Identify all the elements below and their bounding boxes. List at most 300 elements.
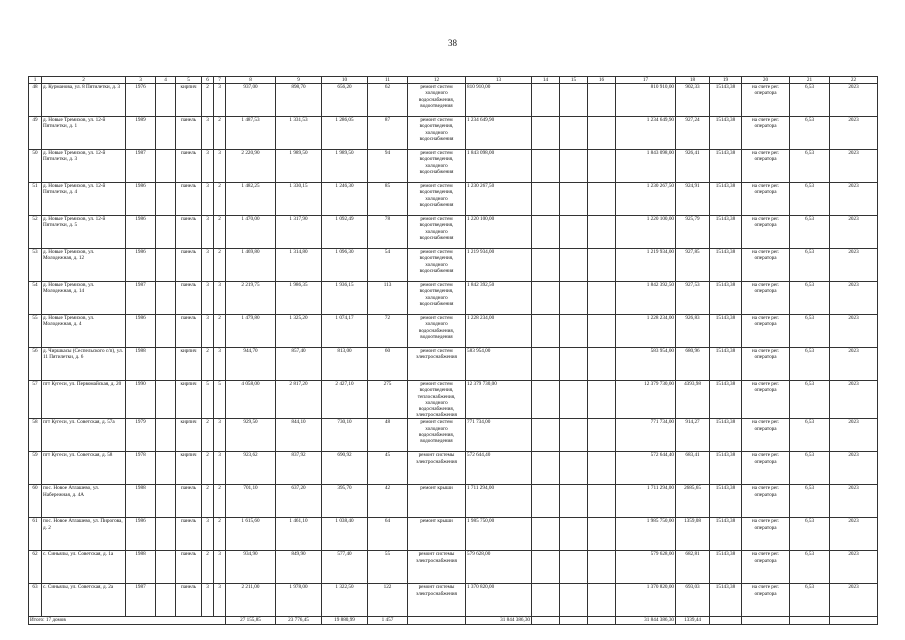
column-number-cell: 10: [322, 77, 368, 84]
column-number-cell: 4: [156, 77, 176, 84]
column-number-cell: 16: [588, 77, 616, 84]
area-private-cell: 1 096,30: [322, 249, 368, 282]
rate-cell: 6,53: [790, 183, 830, 216]
works-cell: ремонт систем водоотведения, холодного водоснабжения: [408, 249, 466, 282]
empty-cell: [156, 485, 176, 518]
cost-cell: 1 842 392,50: [466, 282, 532, 315]
cost-per-m2-cell: 927,85: [676, 249, 710, 282]
row-number-cell: 50: [29, 150, 42, 183]
entrances-cell: 2: [214, 485, 226, 518]
works-cell: ремонт систем холодного водоснабжения, водоотведения: [408, 84, 466, 117]
residents-cell: 42: [368, 485, 408, 518]
empty-cell: [560, 452, 588, 485]
area-total-cell: 4 058,00: [226, 381, 276, 419]
works-cell: ремонт крыши: [408, 518, 466, 551]
row-number-cell: 52: [29, 216, 42, 249]
empty-cell: [560, 348, 588, 381]
wall-material-cell: панель: [176, 518, 202, 551]
year-cell: 1976: [126, 84, 156, 117]
total-cost-per-m2-cell: 1339,44: [676, 617, 710, 625]
area-residential-cell: 898,70: [276, 84, 322, 117]
max-cost-cell: 15143,38: [710, 315, 742, 348]
funding-method-cell: на счете рег. оператора: [742, 485, 790, 518]
total-cost-cell: 31 844 386,30: [466, 617, 532, 625]
term-cell: 2023: [830, 452, 878, 485]
table-row: [29, 419, 878, 452]
cost-per-m2-cell: 682,81: [676, 551, 710, 584]
row-number-cell: 51: [29, 183, 42, 216]
empty-cell: [532, 249, 560, 282]
year-cell: 1987: [126, 282, 156, 315]
area-private-cell: 690,92: [322, 452, 368, 485]
row-number-cell: 54: [29, 282, 42, 315]
column-number-cell: 7: [214, 77, 226, 84]
empty-cell: [532, 485, 560, 518]
funding-method-cell: на счете рег. оператора: [742, 249, 790, 282]
term-cell: 2023: [830, 150, 878, 183]
area-total-cell: 701,10: [226, 485, 276, 518]
total-area-private-cell: 19 880,99: [322, 617, 368, 625]
area-total-cell: 929,50: [226, 419, 276, 452]
empty-cell: [588, 518, 616, 551]
address-cell: д. Чиршкасы (Сеспельского с/п), ул. 11 Пятилетки, д. 6: [42, 348, 126, 381]
empty-cell: [560, 315, 588, 348]
max-cost-cell: 15143,38: [710, 84, 742, 117]
wall-material-cell: панель: [176, 584, 202, 617]
rate-cell: 6,53: [790, 584, 830, 617]
year-cell: 1986: [126, 216, 156, 249]
area-residential-cell: 1 978,00: [276, 584, 322, 617]
entrances-cell: 5: [214, 381, 226, 419]
empty-cell: [588, 617, 616, 625]
residents-cell: 60: [368, 348, 408, 381]
floors-cell: 5: [202, 381, 214, 419]
entrances-cell: 3: [214, 84, 226, 117]
rate-cell: 6,53: [790, 381, 830, 419]
year-cell: 1988: [126, 485, 156, 518]
column-number-cell: 14: [532, 77, 560, 84]
floors-cell: 3: [202, 150, 214, 183]
entrances-cell: 3: [214, 282, 226, 315]
residents-cell: 94: [368, 150, 408, 183]
area-residential-cell: 837,92: [276, 452, 322, 485]
empty-cell: [588, 452, 616, 485]
row-number-cell: 48: [29, 84, 42, 117]
cost-per-m2-cell: 927,24: [676, 117, 710, 150]
empty-cell: [156, 117, 176, 150]
cost-regional-cell: 771 734,00: [616, 419, 676, 452]
empty-cell: [560, 84, 588, 117]
table-row: [29, 216, 878, 249]
column-number-cell: 3: [126, 77, 156, 84]
empty-cell: [560, 419, 588, 452]
cost-regional-cell: 572 644,40: [616, 452, 676, 485]
row-number-cell: 60: [29, 485, 42, 518]
wall-material-cell: кирпич: [176, 381, 202, 419]
area-private-cell: 730,10: [322, 419, 368, 452]
residents-cell: 113: [368, 282, 408, 315]
total-cost-regional-cell: 31 844 386,30: [616, 617, 676, 625]
max-cost-cell: 15143,38: [710, 249, 742, 282]
empty-cell: [588, 348, 616, 381]
year-cell: 1986: [126, 249, 156, 282]
year-cell: 1988: [126, 348, 156, 381]
cost-cell: 572 644,40: [466, 452, 532, 485]
floors-cell: 2: [202, 452, 214, 485]
wall-material-cell: кирпич: [176, 419, 202, 452]
area-total-cell: 2 211,00: [226, 584, 276, 617]
entrances-cell: 2: [214, 216, 226, 249]
area-residential-cell: 2 817,20: [276, 381, 322, 419]
table-row: [29, 518, 878, 551]
max-cost-cell: 15143,38: [710, 485, 742, 518]
table-row: [29, 282, 878, 315]
cost-regional-cell: 1 220 100,00: [616, 216, 676, 249]
cost-regional-cell: 583 954,00: [616, 348, 676, 381]
row-number-cell: 63: [29, 584, 42, 617]
wall-material-cell: кирпич: [176, 452, 202, 485]
table-row: [29, 551, 878, 584]
entrances-cell: 2: [214, 117, 226, 150]
empty-cell: [588, 315, 616, 348]
cost-cell: 810 910,00: [466, 84, 532, 117]
area-total-cell: 944,70: [226, 348, 276, 381]
works-cell: ремонт систем водоотведения, теплоснабжения, холодного водоснабжения, электроснабжения: [408, 381, 466, 419]
empty-cell: [830, 617, 878, 625]
column-number-row: [29, 77, 878, 84]
floors-cell: 3: [202, 584, 214, 617]
empty-cell: [532, 183, 560, 216]
year-cell: 1978: [126, 452, 156, 485]
address-cell: с. Синьялы, ул. Советская, д. 1а: [42, 551, 126, 584]
works-cell: ремонт систем водоотведения, холодного водоснабжения: [408, 282, 466, 315]
entrances-cell: 2: [214, 183, 226, 216]
area-total-cell: 2 219,75: [226, 282, 276, 315]
cost-cell: 1 843 098,00: [466, 150, 532, 183]
empty-cell: [742, 617, 790, 625]
row-number-cell: 53: [29, 249, 42, 282]
total-label-cell: Итого: 17 домов: [29, 617, 226, 625]
rate-cell: 6,53: [790, 216, 830, 249]
table-row: [29, 315, 878, 348]
rate-cell: 6,53: [790, 150, 830, 183]
empty-cell: [588, 282, 616, 315]
housing-repair-table: [28, 76, 878, 625]
works-cell: ремонт системы электроснабжения: [408, 551, 466, 584]
empty-cell: [588, 216, 616, 249]
cost-regional-cell: 1 219 934,00: [616, 249, 676, 282]
empty-cell: [588, 381, 616, 419]
cost-cell: 1 219 934,00: [466, 249, 532, 282]
residents-cell: 64: [368, 518, 408, 551]
cost-per-m2-cell: 927,53: [676, 282, 710, 315]
wall-material-cell: панель: [176, 117, 202, 150]
year-cell: 1979: [126, 419, 156, 452]
area-residential-cell: 1 331,53: [276, 117, 322, 150]
area-residential-cell: 1 986,35: [276, 282, 322, 315]
column-number-cell: 22: [830, 77, 878, 84]
cost-cell: 1 228 234,00: [466, 315, 532, 348]
wall-material-cell: панель: [176, 282, 202, 315]
cost-per-m2-cell: 1359,08: [676, 518, 710, 551]
floors-cell: 3: [202, 216, 214, 249]
cost-regional-cell: 810 910,00: [616, 84, 676, 117]
area-total-cell: 1 615,60: [226, 518, 276, 551]
rate-cell: 6,53: [790, 518, 830, 551]
cost-cell: 1 234 649,90: [466, 117, 532, 150]
works-cell: ремонт систем водоотведения, холодного водоснабжения: [408, 216, 466, 249]
area-private-cell: 1 246,30: [322, 183, 368, 216]
empty-cell: [588, 551, 616, 584]
empty-cell: [560, 617, 588, 625]
residents-cell: 55: [368, 551, 408, 584]
entrances-cell: 3: [214, 452, 226, 485]
year-cell: 1986: [126, 518, 156, 551]
residents-cell: 45: [368, 452, 408, 485]
area-residential-cell: 1 325,20: [276, 315, 322, 348]
year-cell: 1987: [126, 150, 156, 183]
cost-cell: 1 985 750,00: [466, 518, 532, 551]
area-residential-cell: 844,10: [276, 419, 322, 452]
area-total-cell: 1 469,80: [226, 249, 276, 282]
table-row: [29, 249, 878, 282]
max-cost-cell: 15143,38: [710, 216, 742, 249]
area-total-cell: 1 470,00: [226, 216, 276, 249]
residents-cell: 85: [368, 183, 408, 216]
rate-cell: 6,53: [790, 117, 830, 150]
empty-cell: [156, 216, 176, 249]
funding-method-cell: на счете рег. оператора: [742, 381, 790, 419]
empty-cell: [560, 117, 588, 150]
wall-material-cell: панель: [176, 485, 202, 518]
column-number-cell: 13: [466, 77, 532, 84]
year-cell: 1987: [126, 584, 156, 617]
cost-regional-cell: 1 711 294,00: [616, 485, 676, 518]
table-row: [29, 183, 878, 216]
area-private-cell: 2 427,10: [322, 381, 368, 419]
term-cell: 2023: [830, 381, 878, 419]
floors-cell: 3: [202, 315, 214, 348]
cost-per-m2-cell: 4393,98: [676, 381, 710, 419]
entrances-cell: 3: [214, 419, 226, 452]
column-number-cell: 18: [676, 77, 710, 84]
empty-cell: [156, 518, 176, 551]
table-row: [29, 117, 878, 150]
rate-cell: 6,53: [790, 485, 830, 518]
funding-method-cell: на счете рег. оператора: [742, 315, 790, 348]
empty-cell: [560, 381, 588, 419]
column-number-cell: 19: [710, 77, 742, 84]
cost-per-m2-cell: 683,41: [676, 452, 710, 485]
cost-per-m2-cell: 926,83: [676, 315, 710, 348]
empty-cell: [532, 117, 560, 150]
empty-cell: [532, 84, 560, 117]
empty-cell: [588, 584, 616, 617]
area-private-cell: 656,20: [322, 84, 368, 117]
address-cell: д. Курманова, ул. 8 Пятилетки, д. 3: [42, 84, 126, 117]
table-row: [29, 452, 878, 485]
area-private-cell: 1 286,05: [322, 117, 368, 150]
area-residential-cell: 857,40: [276, 348, 322, 381]
year-cell: 1990: [126, 381, 156, 419]
cost-per-m2-cell: 693,03: [676, 584, 710, 617]
floors-cell: 2: [202, 551, 214, 584]
cost-cell: 1 711 294,00: [466, 485, 532, 518]
floors-cell: 3: [202, 249, 214, 282]
empty-cell: [532, 150, 560, 183]
column-number-cell: 2: [42, 77, 126, 84]
table-row: [29, 84, 878, 117]
year-cell: 1989: [126, 117, 156, 150]
area-total-cell: 2 220,90: [226, 150, 276, 183]
empty-cell: [532, 518, 560, 551]
address-cell: д. Новые Тремихов, ул. Молодежная, д. 4: [42, 315, 126, 348]
empty-cell: [588, 419, 616, 452]
empty-cell: [532, 419, 560, 452]
empty-cell: [560, 584, 588, 617]
cost-regional-cell: 1 842 392,50: [616, 282, 676, 315]
column-number-cell: 5: [176, 77, 202, 84]
empty-cell: [532, 452, 560, 485]
cost-cell: 1 230 267,50: [466, 183, 532, 216]
empty-cell: [588, 117, 616, 150]
funding-method-cell: на счете рег. оператора: [742, 584, 790, 617]
year-cell: 1986: [126, 315, 156, 348]
max-cost-cell: 15143,38: [710, 584, 742, 617]
cost-cell: 771 734,00: [466, 419, 532, 452]
term-cell: 2023: [830, 315, 878, 348]
cost-per-m2-cell: 924,91: [676, 183, 710, 216]
empty-cell: [408, 617, 466, 625]
cost-regional-cell: 1 230 267,50: [616, 183, 676, 216]
wall-material-cell: панель: [176, 183, 202, 216]
area-residential-cell: 849,90: [276, 551, 322, 584]
floors-cell: 2: [202, 485, 214, 518]
table-row: [29, 485, 878, 518]
row-number-cell: 58: [29, 419, 42, 452]
empty-cell: [156, 381, 176, 419]
cost-regional-cell: 1 228 234,00: [616, 315, 676, 348]
wall-material-cell: панель: [176, 150, 202, 183]
column-number-cell: 15: [560, 77, 588, 84]
cost-per-m2-cell: 914,27: [676, 419, 710, 452]
row-number-cell: 61: [29, 518, 42, 551]
address-cell: пгт Кугеси, ул. Советская, д. 57а: [42, 419, 126, 452]
row-number-cell: 49: [29, 117, 42, 150]
column-number-cell: 8: [226, 77, 276, 84]
address-cell: д. Новые Тремихов, ул. Молодежная, д. 14: [42, 282, 126, 315]
column-number-cell: 11: [368, 77, 408, 84]
row-number-cell: 59: [29, 452, 42, 485]
residents-cell: 72: [368, 315, 408, 348]
max-cost-cell: 15143,38: [710, 282, 742, 315]
wall-material-cell: кирпич: [176, 84, 202, 117]
empty-cell: [156, 150, 176, 183]
row-number-cell: 56: [29, 348, 42, 381]
empty-cell: [156, 315, 176, 348]
address-cell: д. Новые Тремихов, ул. 12-й Пятилетки, д. 5: [42, 216, 126, 249]
empty-cell: [532, 381, 560, 419]
funding-method-cell: на счете рег. оператора: [742, 183, 790, 216]
column-number-cell: 6: [202, 77, 214, 84]
empty-cell: [588, 485, 616, 518]
funding-method-cell: на счете рег. оператора: [742, 452, 790, 485]
area-residential-cell: 1 461,10: [276, 518, 322, 551]
row-number-cell: 55: [29, 315, 42, 348]
empty-cell: [532, 282, 560, 315]
empty-cell: [156, 282, 176, 315]
term-cell: 2023: [830, 551, 878, 584]
max-cost-cell: 15143,38: [710, 518, 742, 551]
empty-cell: [560, 282, 588, 315]
term-cell: 2023: [830, 348, 878, 381]
residents-cell: 48: [368, 419, 408, 452]
year-cell: 1988: [126, 551, 156, 584]
floors-cell: 3: [202, 518, 214, 551]
floors-cell: 2: [202, 84, 214, 117]
cost-regional-cell: 1 234 649,90: [616, 117, 676, 150]
entrances-cell: 2: [214, 315, 226, 348]
empty-cell: [156, 249, 176, 282]
area-residential-cell: 637,20: [276, 485, 322, 518]
empty-cell: [790, 617, 830, 625]
works-cell: ремонт крыши: [408, 485, 466, 518]
total-row: [29, 617, 878, 625]
empty-cell: [560, 485, 588, 518]
residents-cell: 78: [368, 216, 408, 249]
term-cell: 2023: [830, 584, 878, 617]
address-cell: д. Новые Тремихов, ул. 12-й Пятилетки, д. 4: [42, 183, 126, 216]
area-total-cell: 1 479,80: [226, 315, 276, 348]
residents-cell: 62: [368, 84, 408, 117]
table-row: [29, 348, 878, 381]
max-cost-cell: 15143,38: [710, 150, 742, 183]
term-cell: 2023: [830, 183, 878, 216]
empty-cell: [532, 584, 560, 617]
area-residential-cell: 1 317,90: [276, 216, 322, 249]
empty-cell: [532, 617, 560, 625]
area-private-cell: 813,00: [322, 348, 368, 381]
area-residential-cell: 1 314,80: [276, 249, 322, 282]
max-cost-cell: 15143,38: [710, 419, 742, 452]
address-cell: д. Новые Тремихов, ул. Молодежная, д. 12: [42, 249, 126, 282]
empty-cell: [560, 150, 588, 183]
cost-cell: 12 379 730,00: [466, 381, 532, 419]
wall-material-cell: панель: [176, 315, 202, 348]
empty-cell: [156, 584, 176, 617]
column-number-cell: 21: [790, 77, 830, 84]
area-private-cell: 577,40: [322, 551, 368, 584]
floors-cell: 2: [202, 419, 214, 452]
area-residential-cell: 1 330,15: [276, 183, 322, 216]
funding-method-cell: на счете рег. оператора: [742, 84, 790, 117]
term-cell: 2023: [830, 216, 878, 249]
entrances-cell: 3: [214, 551, 226, 584]
cost-regional-cell: 12 379 730,00: [616, 381, 676, 419]
residents-cell: 54: [368, 249, 408, 282]
page-number: 38: [448, 38, 457, 48]
residents-cell: 122: [368, 584, 408, 617]
cost-regional-cell: 1 985 750,00: [616, 518, 676, 551]
empty-cell: [532, 216, 560, 249]
floors-cell: 2: [202, 348, 214, 381]
table-row: [29, 150, 878, 183]
term-cell: 2023: [830, 518, 878, 551]
cost-cell: 1 220 100,00: [466, 216, 532, 249]
max-cost-cell: 15143,38: [710, 381, 742, 419]
max-cost-cell: 15143,38: [710, 348, 742, 381]
area-private-cell: 1 322,50: [322, 584, 368, 617]
